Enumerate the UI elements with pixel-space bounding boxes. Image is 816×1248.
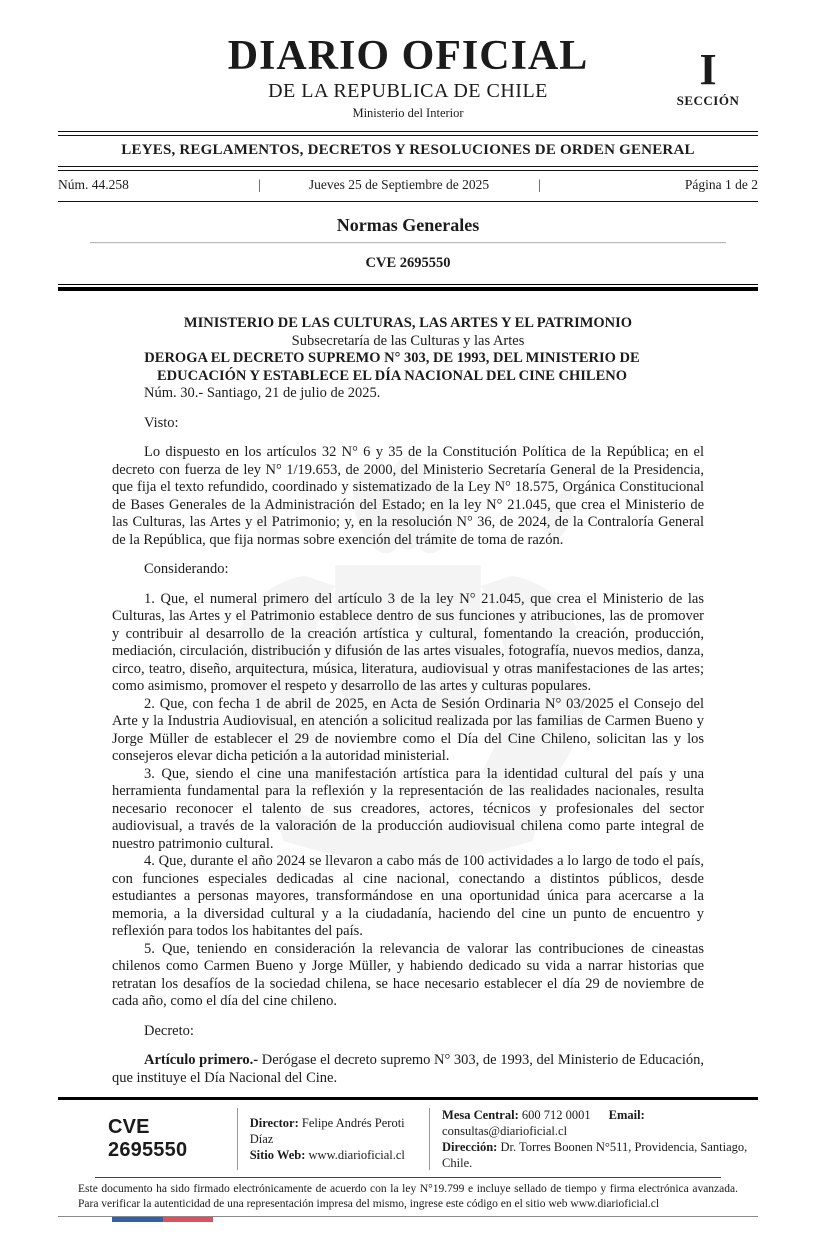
visto-label: Visto: [144,414,179,431]
footer-divider [429,1108,430,1170]
info-separator: | [538,177,541,193]
phone-number: 600 712 0001 [521,1108,591,1122]
flag-blue-segment [112,1217,163,1222]
banner-heading: LEYES, REGLAMENTOS, DECRETOS Y RESOLUCIONES DE ORDEN GENERAL [121,142,695,159]
considerando-paragraph: 2. Que, con fecha 1 de abril de 2025, en Acta de Sesión Ordinaria N° 03/2025 el Consejo del Arte y la Industria Audiovisual, en atención a solicitud realizada por las familias de Carmen Bueno y Jorge Müller de establecer el 29 de noviembre como el Día del Cine Chileno, solicitan las y los consejeros elevar dicha petición a la autoridad ministerial. [112,695,704,765]
footer-mid-rule [95,1177,721,1178]
phone-label: Mesa Central: [442,1108,519,1122]
cve-code-top: CVE 2695550 [365,255,451,272]
section-label: SECCIÓN [676,92,740,108]
page-indicator: Página 1 de 2 [684,177,758,193]
email-label: Email: [608,1108,645,1122]
articulo-primero-label: Artículo primero.- [144,1052,259,1069]
info-separator: | [258,177,261,193]
section-title-rule [90,242,726,244]
considerando-paragraph: 5. Que, teniendo en consideración la relevancia de valorar las contribuciones de cineastas chilenos como Carmen Bueno y Jorge Müller, y habiendo dedicado su vida a narrar historias que retratan los desafíos de la sociedad chilena, se hace necesario establecer el día 29 de noviembre de cada año, como el día del cine chileno. [112,940,704,1010]
masthead [0,0,816,121]
considerando-label: Considerando: [144,561,229,578]
ministry-heading: MINISTERIO DE LAS CULTURAS, LAS ARTES Y EL PATRIMONIO [183,315,633,332]
issue-number: Núm. 44.258 [58,177,129,193]
decree-body [112,315,704,1087]
cve-code-footer: CVE 2695550 [108,1116,188,1161]
section-title: Normas Generales [336,215,480,236]
flag-red-segment [163,1217,213,1222]
articulo-primero-text: Derógase el decreto supremo N° 303, de 1993, del Ministerio de Educación, que instituye el Día Nacional del Cine. [112,1052,704,1086]
visto-paragraph: Lo dispuesto en los artículos 32 N° 6 y 35 de la Constitución Política de la República; en el decreto con fuerza de ley N° 1/19.653, de 2000, del Ministerio Secretaría General de la Presidencia, que fija el texto refundido, coordinado y sistematizado de la Ley N° 18.575, Orgánica Constitucional de Bases Generales de la Administración del Estado; en la ley N° 21.045, que crea el Ministerio de las Culturas, las Artes y el Patrimonio; y, en la resolución N° 36, de 2024, de la Contraloría General de la República, que fija normas sobre exención del trámite de toma de razón. [112,444,704,548]
issue-info-row [58,171,758,201]
decree-title: DEROGA EL DECRETO SUPREMO N° 303, DE 1993, DEL MINISTERIO DE EDUCACIÓN Y ESTABLECE EL DÍA NACIONAL DEL CINE CHILENO [144,350,640,384]
footer-divider [237,1108,238,1170]
footer-director-block [250,1115,417,1163]
issue-date: Jueves 25 de Septiembre de 2025 [308,177,490,193]
address-label: Dirección: [442,1140,498,1154]
website-label: Sitio Web: [249,1148,306,1162]
signature-disclaimer: Este documento ha sido firmado electrónicamente de acuerdo con la ley N°19.799 e incluye sellado de tiempo y firma electrónica avanzada. Para verificar la autenticidad de una representación impresa del mismo, ingrese este código en el sitio web www.diarioficial.cl [78,1183,738,1210]
chile-flag-bar [112,1217,213,1222]
considerando-paragraph: 4. Que, durante el año 2024 se llevaron a cabo más de 100 actividades a lo largo de todo el país, con funciones especiales dedicadas al cine nacional, conectando a distintos públicos, desde estudiantes a personas mayores, transformándose en una oportunidad única para acercarse a la memoria, a la diversidad cultural y a la ciudadanía, haciendo del cine un punto de encuentro y reflexión para todos los habitantes del país. [112,853,704,940]
considerando-paragraph: 1. Que, el numeral primero del artículo 3 de la ley N° 21.045, que crea el Ministerio de las Culturas, las Artes y el Patrimonio establece dentro de sus funciones y atribuciones, las de promover y contribuir al desarrollo de la creación artística y cultural, fomentando la creación, producción, mediación, circulación, distribución y difusión de las artes visuales, fotografía, nuevos medios, danza, circo, teatro, diseño, arquitectura, música, literatura, audiovisual y otras manifestaciones de las artes; como asimismo, promover el respeto y desarrollo de las artes y culturas populares. [112,590,704,695]
subsecretary-line: Subsecretaría de las Culturas y las Artes [291,332,525,349]
gazette-subtitle: DE LA REPUBLICA DE CHILE [268,80,548,103]
decreto-label: Decreto: [144,1022,194,1039]
address-text: Dr. Torres Boonen N°511, Providencia, Santiago, Chile. [442,1140,748,1170]
gazette-ministry: Ministerio del Interior [352,106,464,121]
website-url: www.diarioficial.cl [308,1148,405,1162]
footer-contact-block [442,1107,754,1171]
director-name: Felipe Andrés Peroti Díaz [249,1116,405,1146]
decree-number-line: Núm. 30.- Santiago, 21 de julio de 2025. [144,385,381,402]
director-label: Director: [249,1116,299,1130]
footer-top-rule [58,1097,758,1100]
gazette-title: DIARIO OFICIAL [227,33,589,79]
email-address: consultas@diarioficial.cl [442,1124,568,1138]
section-box [662,45,754,109]
articulo-primero [112,1052,704,1087]
info-rule [58,201,758,202]
footer-info-row [108,1107,754,1171]
considerando-paragraph: 3. Que, siendo el cine una manifestación artística para la identidad cultural del país y una herramienta fundamental para la reflexión y la representación de las realidades nacionales, resulta necesario reconocer el talento de sus creadores, actores, técnicos y profesionales del sector audiovisual, a través de la valoración de la producción audiovisual chilena como parte integral de nuestro patrimonio cultural. [112,765,704,852]
page-footer [0,1097,816,1248]
heavy-divider [58,284,758,291]
section-numeral: I [699,45,717,94]
